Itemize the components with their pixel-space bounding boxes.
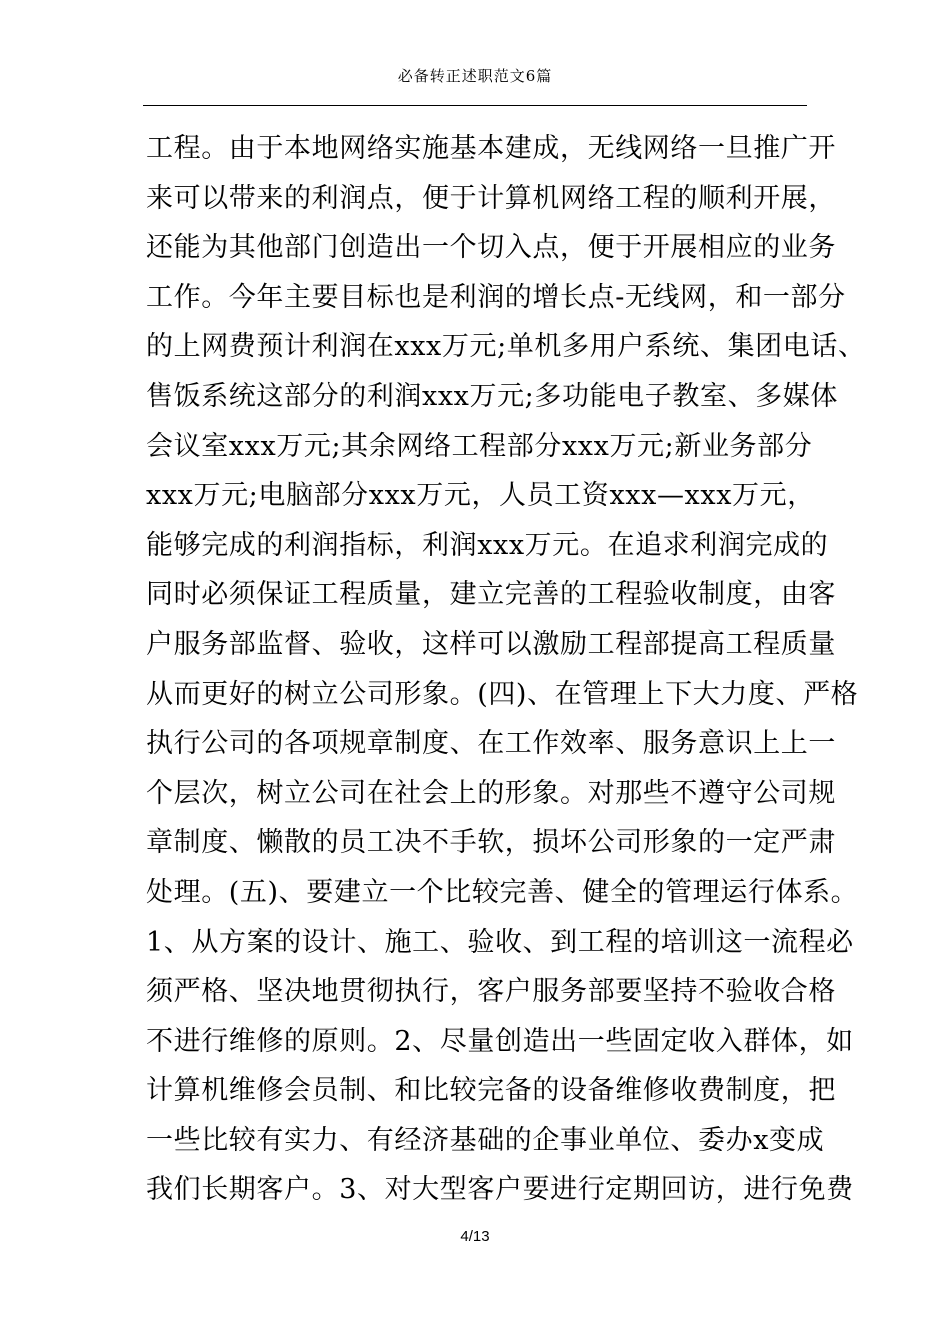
text-line: 处理。(五)、要建立一个比较完善、健全的管理运行体系。	[146, 876, 859, 908]
header-divider	[143, 105, 807, 106]
text-line: 我们长期客户。3、对大型客户要进行定期回访，进行免费	[146, 1174, 854, 1206]
text-line: 会议室xxx万元;其余网络工程部分xxx万元;新业务部分	[146, 430, 813, 462]
text-line: 还能为其他部门创造出一个切入点，便于开展相应的业务	[146, 232, 836, 264]
text-line: 来可以带来的利润点，便于计算机网络工程的顺利开展，	[146, 182, 836, 214]
text-line: 章制度、懒散的员工决不手软，损坏公司形象的一定严肃	[146, 827, 836, 859]
body-text	[146, 124, 866, 1215]
text-line: xxx万元;电脑部分xxx万元，人员工资xxx—xxx万元，	[146, 480, 815, 512]
text-line: 工程。由于本地网络实施基本建成，无线网络一旦推广开	[146, 133, 836, 164]
text-line: 工作。今年主要目标也是利润的增长点-无线网，和一部分	[146, 281, 846, 313]
text-line: 计算机维修会员制、和比较完备的设备维修收费制度，把	[146, 1075, 836, 1107]
text-line: 售饭系统这部分的利润xxx万元;多功能电子教室、多媒体	[146, 380, 838, 412]
page-header-title: 必备转正述职范文6篇	[397, 67, 553, 85]
text-line: 个层次，树立公司在社会上的形象。对那些不遵守公司规	[146, 777, 836, 809]
text-line: 的上网费预计利润在xxx万元;单机多用户系统、集团电话、	[146, 331, 866, 363]
text-line: 1、从方案的设计、施工、验收、到工程的培训这一流程必	[146, 926, 854, 958]
text-line: 执行公司的各项规章制度、在工作效率、服务意识上上一	[146, 728, 836, 760]
text-line: 同时必须保证工程质量，建立完善的工程验收制度，由客	[146, 579, 836, 611]
text-line: 从而更好的树立公司形象。(四)、在管理上下大力度、严格	[146, 678, 859, 710]
text-line: 须严格、坚决地贯彻执行，客户服务部要坚持不验收合格	[146, 976, 836, 1008]
text-line: 不进行维修的原则。2、尽量创造出一些固定收入群体，如	[146, 1025, 854, 1057]
text-line: 户服务部监督、验收，这样可以激励工程部提高工程质量	[146, 628, 836, 660]
text-line: 一些比较有实力、有经济基础的企事业单位、委办x变成	[146, 1124, 825, 1156]
page-number: 4/13	[460, 1228, 490, 1245]
text-line: 能够完成的利润指标，利润xxx万元。在追求利润完成的	[146, 529, 829, 561]
